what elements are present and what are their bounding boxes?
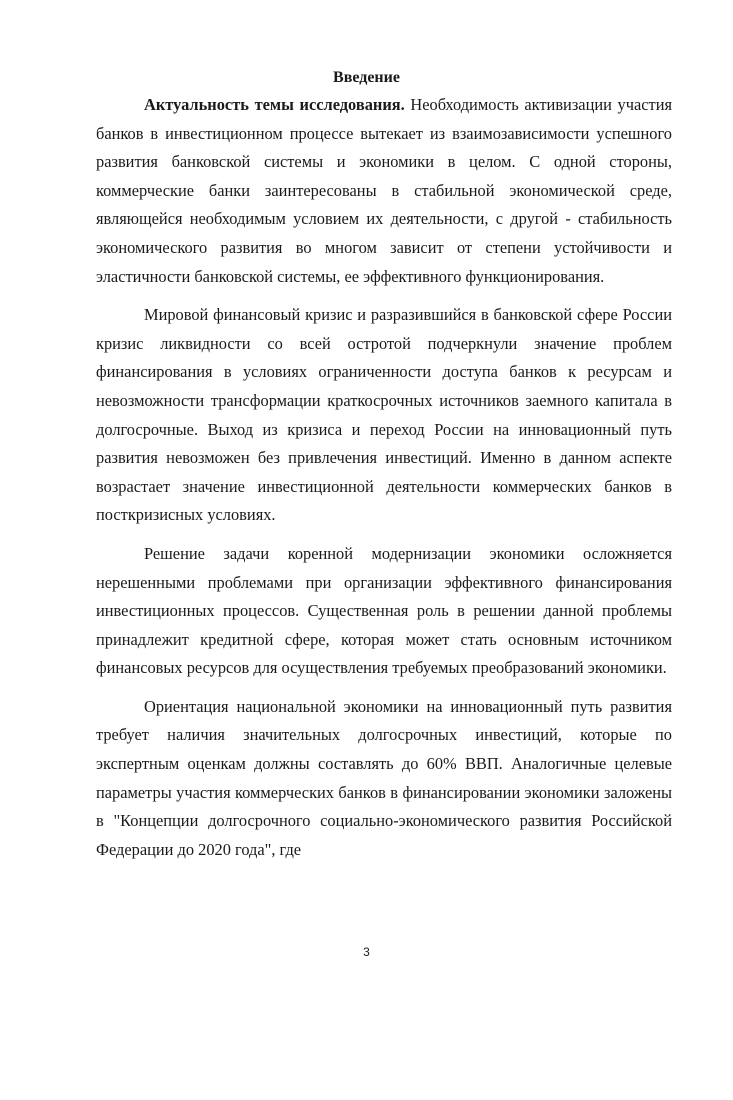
paragraph-relevance [96,91,672,291]
paragraph-text: Решение задачи коренной модернизации экономики осложняется нерешенными проблемами при организации эффективного финансирования инвестиционных процессов. Существенная роль в решении данной проблемы принадлежит кредитной сфере, которая может стать основным источником финансовых ресурсов для осуществления требуемых преобразований экономики. [96,543,672,678]
body-text [96,91,672,874]
page-title: Введение [333,69,400,86]
paragraph-text: Мировой финансовый кризис и разразившийся в банковской сфере России кризис ликвидности со всей остротой подчеркнули значение проблем финансирования в условиях ограниченности доступа банков к ресурсам и невозможности трансформации краткосрочных источников заемного капитала в долгосрочные. Выход из кризиса и переход России на инновационный путь развития невозможен без привлечения инвестиций. Именно в данном аспекте возрастает значение инвестиционной деятельности коммерческих банков в посткризисных условиях. [96,305,672,525]
paragraph-orientation [96,693,672,865]
paragraph-text: Ориентация национальной экономики на инновационный путь развития требует наличия значительных долгосрочных инвестиций, которые по экспертным оценкам должны составлять до 60% ВВП. Аналогичные целевые параметры участия коммерческих банков в финансировании экономики заложены в "Концепции долгосрочного социально-экономического развития Российской Федерации до 2020 года", где [96,696,672,859]
paragraph-text: Необходимость активизации участия банков в инвестиционном процессе вытекает из взаимозависимости успешного развития банковской системы и экономики в целом. С одной стороны, коммерческие банки заинтересованы в стабильной экономической среде, являющейся необходимым условием их деятельности, с другой - стабильность экономического развития во многом зависит от степени устойчивости и эластичности банковской системы, ее эффективного функционирования. [96,95,673,286]
paragraph-crisis [96,301,672,530]
paragraph-modernization [96,540,672,683]
page-number: 3 [363,945,370,959]
paragraph-lead: Актуальность темы исследования. [144,95,405,114]
